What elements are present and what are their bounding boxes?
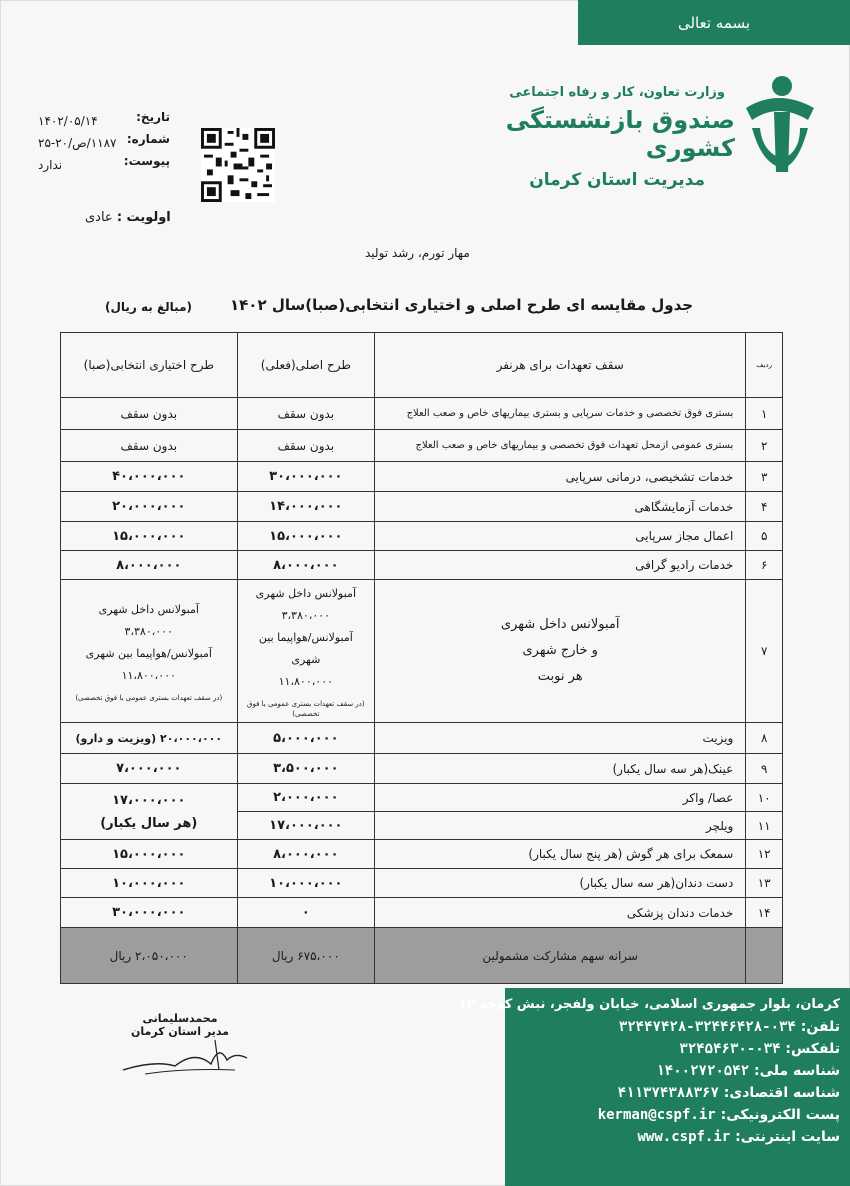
- website-link[interactable]: www.cspf.ir: [637, 1129, 731, 1145]
- email-label: پست الکترونیکی:: [720, 1107, 840, 1123]
- priority-line: [85, 210, 171, 225]
- email-link[interactable]: kerman@cspf.ir: [597, 1107, 716, 1123]
- row-desc: دست دندان(هر سه سال یکبار): [375, 869, 746, 898]
- row-desc: بستری عمومی ازمحل تعهدات فوق تخصصی و بیماریهای خاص و صعب العلاج: [375, 430, 746, 462]
- table-title: جدول مقایسه ای طرح اصلی و اختیاری انتخابی(صبا)سال ۱۴۰۲: [230, 296, 694, 314]
- ambulance-main-line: شهری: [291, 653, 321, 666]
- ambulance-main-line: ۱۱،۸۰۰،۰۰۰: [278, 675, 334, 688]
- header-no: ردیف: [746, 333, 783, 398]
- row-optional: ۲۰،۰۰۰،۰۰۰ (ویزیت و دارو): [61, 723, 238, 754]
- table-row: [61, 522, 783, 551]
- row-no: ۴: [746, 492, 783, 522]
- row-main: ۱۴،۰۰۰،۰۰۰: [237, 492, 375, 522]
- table-row: [61, 723, 783, 754]
- fax-value: ۰۳۴-۳۲۴۵۴۶۳۰: [679, 1041, 781, 1057]
- row-main: بدون سقف: [237, 398, 375, 430]
- ambulance-main-note: (در سقف تعهدات بستری عمومی یا فوق تخصصی): [247, 700, 365, 718]
- table-row: [61, 754, 783, 784]
- ambulance-desc: [375, 580, 746, 723]
- row-no: ۷: [746, 580, 783, 723]
- row-desc: سمعک برای هر گوش (هر پنج سال یکبار): [375, 840, 746, 869]
- date-label: تاریخ:: [136, 110, 170, 124]
- letter-meta: [10, 110, 170, 176]
- row-main: ۸،۰۰۰،۰۰۰: [237, 551, 375, 580]
- header-main: طرح اصلی(فعلی): [237, 333, 375, 398]
- phone-value: ۰۳۴-۳۲۴۴۶۴۲۸-۳۲۴۴۷۴۲۸: [618, 1019, 796, 1035]
- ambulance-main-line: آمبولانس/هواپیما بین: [258, 631, 353, 644]
- row-desc: خدمات دندان پزشکی: [375, 898, 746, 928]
- row-main: بدون سقف: [237, 430, 375, 462]
- national-id-line: [505, 1060, 840, 1082]
- fund-logo-icon: [738, 68, 822, 178]
- row-optional: ۱۵،۰۰۰،۰۰۰: [61, 522, 238, 551]
- priority-value: عادی: [85, 210, 113, 225]
- basmala-banner: بسمه تعالی: [578, 0, 850, 45]
- row-optional: ۴۰،۰۰۰،۰۰۰: [61, 462, 238, 492]
- row-main: ۸،۰۰۰،۰۰۰: [237, 840, 375, 869]
- table-row: [61, 430, 783, 462]
- row-main: ۱۰،۰۰۰،۰۰۰: [237, 869, 375, 898]
- ambulance-opt-line: آمبولانس داخل شهری: [98, 603, 199, 616]
- row-desc: خدمات آزمایشگاهی: [375, 492, 746, 522]
- logo-text: [485, 85, 735, 190]
- province-name: مدیریت استان کرمان: [529, 170, 705, 190]
- ambulance-optional: [61, 580, 238, 723]
- row-desc: ویلچر: [375, 812, 746, 840]
- date-row: [10, 110, 170, 132]
- slogan: مهار تورم، رشد تولید: [365, 246, 470, 260]
- number-label: شماره:: [126, 132, 170, 146]
- phone-line: [505, 1016, 840, 1038]
- row-no: ۱۰: [746, 784, 783, 812]
- ambulance-main-line: ۳،۳۸۰،۰۰۰: [281, 609, 331, 622]
- table-row: [61, 840, 783, 869]
- ambulance-main: [237, 580, 375, 723]
- merged-optional-value: ۱۷،۰۰۰،۰۰۰: [112, 792, 186, 808]
- table-row: [61, 462, 783, 492]
- table-header-row: [61, 333, 783, 398]
- table-row: [61, 898, 783, 928]
- website-label: سایت اینترنتی:: [735, 1129, 840, 1145]
- row-no: ۱: [746, 398, 783, 430]
- header-desc: سقف تعهدات برای هرنفر: [375, 333, 746, 398]
- row-no: ۶: [746, 551, 783, 580]
- contact-panel: [458, 988, 850, 1186]
- table-row: [61, 551, 783, 580]
- currency-note: (مبالغ به ریال): [105, 300, 192, 314]
- ambulance-desc-line: آمبولانس داخل شهری: [500, 617, 620, 632]
- row-main: ۱۵،۰۰۰،۰۰۰: [237, 522, 375, 551]
- phone-label: تلفن:: [800, 1019, 840, 1035]
- economic-id-line: [505, 1082, 840, 1104]
- row-optional: ۱۰،۰۰۰،۰۰۰: [61, 869, 238, 898]
- row-main: ۳،۵۰۰،۰۰۰: [237, 754, 375, 784]
- row-no: ۱۴: [746, 898, 783, 928]
- number-value: ۱۱۸۷/ص/۲۰-۲۵: [38, 136, 117, 150]
- total-no: [746, 928, 783, 984]
- ambulance-desc-line: هر نوبت: [537, 669, 583, 684]
- qr-code-icon: [200, 128, 276, 202]
- table-row: [61, 398, 783, 430]
- total-desc: سرانه سهم مشارکت مشمولین: [375, 928, 746, 984]
- total-main: ۶۷۵،۰۰۰ ریال: [237, 928, 375, 984]
- row-no: ۸: [746, 723, 783, 754]
- comparison-table: [60, 332, 783, 984]
- row-optional: بدون سقف: [61, 398, 238, 430]
- fax-label: تلفکس:: [785, 1041, 840, 1057]
- economic-id-label: شناسه اقتصادی:: [723, 1085, 840, 1101]
- row-no: ۵: [746, 522, 783, 551]
- website-line: [505, 1126, 840, 1148]
- ambulance-opt-line: آمبولانس/هواپیما بین شهری: [85, 647, 212, 660]
- merged-optional: [61, 784, 238, 840]
- header-optional: طرح اختیاری انتخابی(صبا): [61, 333, 238, 398]
- ambulance-row: [61, 580, 783, 723]
- attachment-value: ندارد: [38, 158, 63, 172]
- number-row: [10, 132, 170, 154]
- date-value: ۱۴۰۲/۰۵/۱۴: [38, 114, 98, 128]
- total-optional: ۲،۰۵۰،۰۰۰ ریال: [61, 928, 238, 984]
- address: کرمان، بلوار جمهوری اسلامی، خیابان ولفجر، نبش کوچه ۱۲: [458, 997, 840, 1012]
- attachment-label: پیوست:: [123, 154, 170, 168]
- row-main: ۲،۰۰۰،۰۰۰: [237, 784, 375, 812]
- merged-optional-note: (هر سال یکبار): [100, 815, 198, 831]
- row-optional: ۷،۰۰۰،۰۰۰: [61, 754, 238, 784]
- row-main: ۵،۰۰۰،۰۰۰: [237, 723, 375, 754]
- row-main: ۳۰،۰۰۰،۰۰۰: [237, 462, 375, 492]
- ambulance-opt-line: ۱۱،۸۰۰،۰۰۰: [121, 669, 176, 682]
- priority-label: اولویت :: [116, 210, 171, 225]
- national-id-label: شناسه ملی:: [753, 1063, 840, 1079]
- ambulance-main-line: آمبولانس داخل شهری: [255, 587, 356, 600]
- table-row: [61, 784, 783, 812]
- row-main: ۰: [237, 898, 375, 928]
- national-id-value: ۱۴۰۰۲۷۲۰۵۴۲: [656, 1063, 750, 1079]
- row-no: ۱۳: [746, 869, 783, 898]
- email-line: [505, 1104, 840, 1126]
- fax-line: [505, 1038, 840, 1060]
- row-optional: ۱۵،۰۰۰،۰۰۰: [61, 840, 238, 869]
- ambulance-desc-line: و خارج شهری: [522, 643, 598, 658]
- row-desc: عصا/ واکر: [375, 784, 746, 812]
- row-optional: ۳۰،۰۰۰،۰۰۰: [61, 898, 238, 928]
- ambulance-opt-note: (در سقف تعهدات بستری عمومی یا فوق تخصصی): [75, 694, 223, 702]
- row-no: ۱۲: [746, 840, 783, 869]
- handwritten-signature-icon: [115, 1030, 255, 1080]
- total-row: [61, 928, 783, 984]
- ministry-name: وزارت تعاون، کار و رفاه اجتماعی: [509, 85, 725, 100]
- signer-title: مدیر استان کرمان: [131, 1025, 229, 1038]
- row-desc: خدمات تشخیصی، درمانی سرپایی: [375, 462, 746, 492]
- row-no: ۲: [746, 430, 783, 462]
- table-row: [61, 492, 783, 522]
- row-optional: ۸،۰۰۰،۰۰۰: [61, 551, 238, 580]
- row-desc: عینک(هر سه سال یکبار): [375, 754, 746, 784]
- attachment-row: [10, 154, 170, 176]
- ambulance-opt-line: ۳،۳۸۰،۰۰۰: [124, 625, 174, 638]
- row-optional: ۲۰،۰۰۰،۰۰۰: [61, 492, 238, 522]
- row-desc: اعمال مجاز سرپایی: [375, 522, 746, 551]
- signer-name: محمدسلیمانی: [142, 1012, 218, 1025]
- row-no: ۹: [746, 754, 783, 784]
- row-main: ۱۷،۰۰۰،۰۰۰: [237, 812, 375, 840]
- table-row: [61, 869, 783, 898]
- fund-name: صندوق بازنشستگی کشوری: [505, 106, 735, 162]
- row-desc: ویزیت: [375, 723, 746, 754]
- row-no: ۱۱: [746, 812, 783, 840]
- row-optional: بدون سقف: [61, 430, 238, 462]
- row-no: ۳: [746, 462, 783, 492]
- economic-id-value: ۴۱۱۳۷۴۳۸۸۳۶۷: [617, 1085, 719, 1101]
- row-desc: خدمات رادیو گرافی: [375, 551, 746, 580]
- row-desc: بستری فوق تخصصی و خدمات سرپایی و بستری بیماریهای خاص و صعب العلاج: [375, 398, 746, 430]
